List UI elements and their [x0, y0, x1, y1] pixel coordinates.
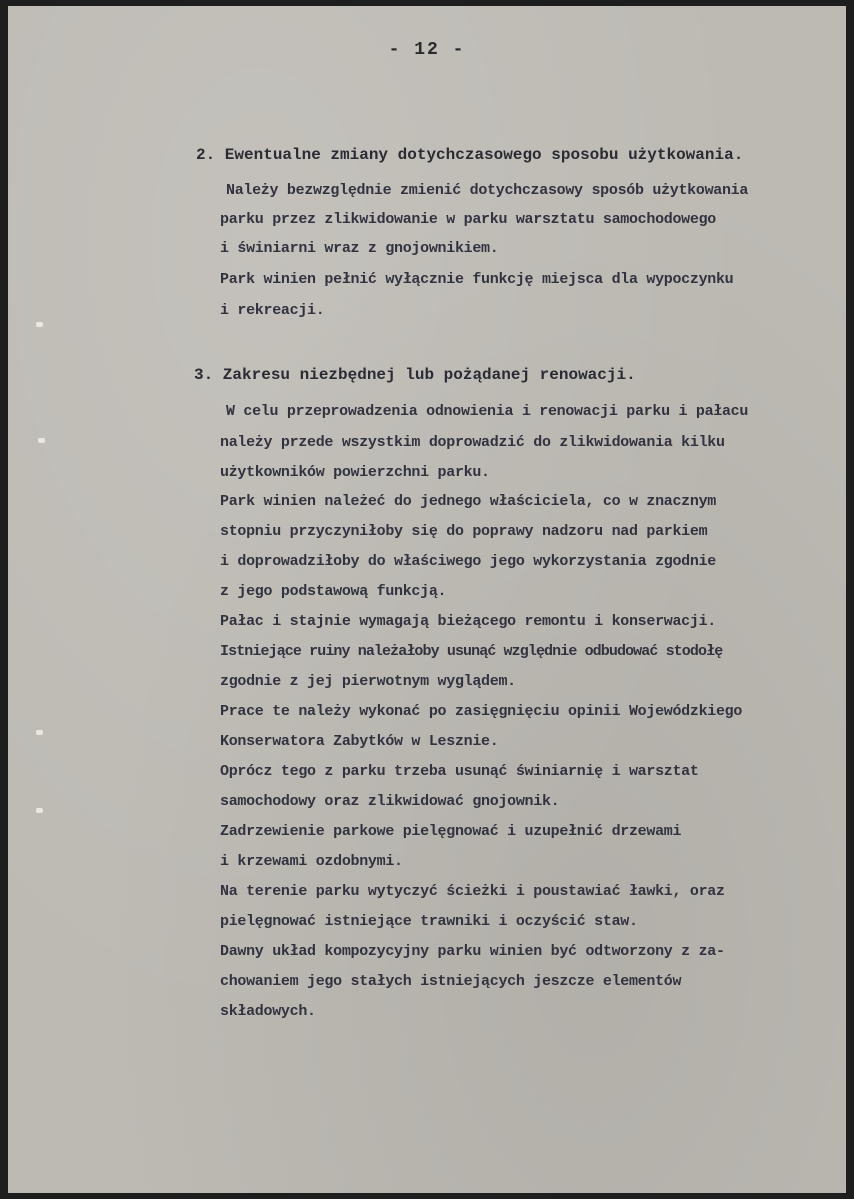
section-3-line: W celu przeprowadzenia odnowienia i renowacji parku i pałacu [226, 403, 749, 420]
section-2-line: parku przez zlikwidowanie w parku warsztatu samochodowego [220, 211, 716, 228]
section-3-line: Prace te należy wykonać po zasięgnięciu opinii Wojewódzkiego [220, 703, 743, 720]
punch-hole-mark [36, 730, 43, 735]
section-2-line: i rekreacji. [220, 302, 325, 319]
section-3-line: Pałac i stajnie wymagają bieżącego remontu i konserwacji. [220, 613, 716, 630]
punch-hole-mark [38, 438, 45, 443]
punch-hole-mark [36, 322, 43, 327]
section-3-line: z jego podstawową funkcją. [220, 583, 447, 600]
section-3-line: składowych. [220, 1003, 316, 1020]
section-3-line: Konserwatora Zabytków w Lesznie. [220, 733, 499, 750]
section-3-line: chowaniem jego stałych istniejących jeszcze elementów [220, 973, 682, 990]
section-3-line: użytkowników powierzchni parku. [220, 464, 490, 481]
section-3-line: Oprócz tego z parku trzeba usunąć świniarnię i warsztat [220, 763, 699, 780]
section-2-heading: 2. Ewentualne zmiany dotychczasowego sposobu użytkowania. [196, 146, 744, 164]
section-3-line: pielęgnować istniejące trawniki i oczyścić staw. [220, 913, 638, 930]
section-3-line: zgodnie z jej pierwotnym wyglądem. [220, 673, 516, 690]
section-3-line: Dawny układ kompozycyjny parku winien być odtworzony z za- [220, 943, 725, 960]
section-3-line: Istniejące ruiny należałoby usunąć względnie odbudować stodołę [220, 643, 723, 660]
section-3-line: Na terenie parku wytyczyć ścieżki i poustawiać ławki, oraz [220, 883, 725, 900]
section-2-line: i świniarni wraz z gnojownikiem. [220, 240, 499, 257]
section-3-line: stopniu przyczyniłoby się do poprawy nadzoru nad parkiem [220, 523, 708, 540]
section-3-line: należy przede wszystkim doprowadzić do zlikwidowania kilku [220, 434, 725, 451]
section-3-line: Park winien należeć do jednego właściciela, co w znacznym [220, 493, 716, 510]
section-2-line: Park winien pełnić wyłącznie funkcję miejsca dla wypoczynku [220, 271, 734, 288]
section-3-line: i krzewami ozdobnymi. [220, 853, 403, 870]
section-3-heading: 3. Zakresu niezbędnej lub pożądanej renowacji. [194, 366, 636, 384]
section-3-line: Zadrzewienie parkowe pielęgnować i uzupełnić drzewami [220, 823, 682, 840]
document-page [8, 6, 846, 1193]
section-2-line: Należy bezwzględnie zmienić dotychczasowy sposób użytkowania [226, 182, 749, 199]
section-3-line: i doprowadziłoby do właściwego jego wykorzystania zgodnie [220, 553, 716, 570]
punch-hole-mark [36, 808, 43, 813]
page-number: - 12 - [388, 40, 466, 60]
section-3-line: samochodowy oraz zlikwidować gnojownik. [220, 793, 560, 810]
